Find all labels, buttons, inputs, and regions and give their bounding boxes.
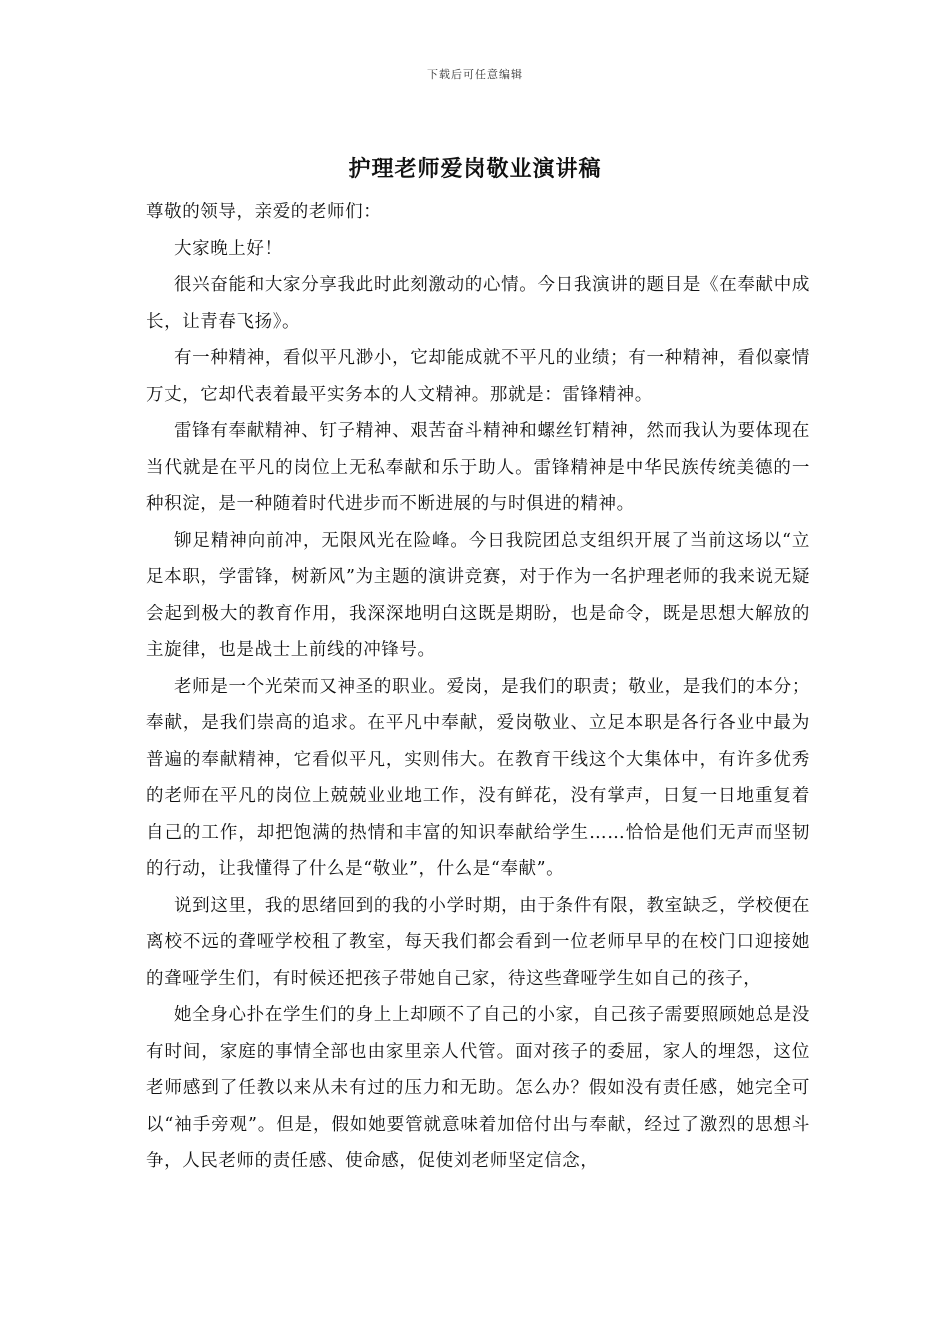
document-title: 护理老师爱岗敬业演讲稿 <box>348 156 602 182</box>
paragraph-devotion: 她全身心扑在学生们的身上上却顾不了自己的小家，自己孩子需要照顾她总是没有时间，家庭的事情全部也由家里亲人代管。面对孩子的委屈，家人的埋怨，这位老师感到了任教以来从未有过的压力和无助。怎么办？假如没有责任感，她完全可以“袖手旁观”。但是，假如她要管就意味着加倍付出与奉献，经过了激烈的思想斗争，人民老师的责任感、使命感，促使刘老师坚定信念， <box>146 1005 810 1171</box>
paragraph-teacher: 老师是一个光荣而又神圣的职业。爱岗，是我们的职责；敬业，是我们的本分；奉献，是我们崇高的追求。在平凡中奉献，爱岗敬业、立足本职是各行各业中最为普遍的奉献精神，它看似平凡，实则伟大。在教育干线这个大集体中，有许多优秀的老师在平凡的岗位上兢兢业业地工作，没有鲜花，没有掌声，日复一日地重复着自己的工作，却把饱满的热情和丰富的知识奉献给学生……恰恰是他们无声而坚韧的行动，让我懂得了什么是“敬业”，什么是“奉献”。 <box>146 676 810 879</box>
paragraph-spirit: 有一种精神，看似平凡渺小，它却能成就不平凡的业绩；有一种精神，看似豪情万丈，它却代表着最平实务本的人文精神。那就是：雷锋精神。 <box>146 348 810 405</box>
paragraph-contest: 铆足精神向前冲，无限风光在险峰。今日我院团总支组织开展了当前这场以“立足本职，学雷锋，树新风”为主题的演讲竞赛，对于作为一名护理老师的我来说无疑会起到极大的教育作用，我深深地明白这既是期盼，也是命令，既是思想大解放的主旋律，也是战士上前线的冲锋号。 <box>146 530 810 660</box>
paragraph-greeting: 大家晚上好！ <box>174 238 283 259</box>
paragraph-intro: 很兴奋能和大家分享我此时此刻激动的心情。今日我演讲的题目是《在奉献中成长，让青春飞扬》。 <box>146 275 810 332</box>
salutation: 尊敬的领导，亲爱的老师们： <box>146 202 382 222</box>
document-body <box>146 194 810 1180</box>
page-header-note: 下载后可任意编辑 <box>427 68 523 81</box>
paragraph-leifeng: 雷锋有奉献精神、钉子精神、艰苦奋斗精神和螺丝钉精神，然而我认为要体现在当代就是在平凡的岗位上无私奉献和乐于助人。雷锋精神是中华民族传统美德的一种积淀，是一种随着时代进步而不断进展的与时俱进的精神。 <box>146 421 810 514</box>
paragraph-memory: 说到这里，我的思绪回到的我的小学时期，由于条件有限，教室缺乏，学校便在离校不远的聋哑学校租了教室，每天我们都会看到一位老师早早的在校门口迎接她的聋哑学生们，有时候还把孩子带她自己家，待这些聋哑学生如自己的孩子， <box>146 895 810 989</box>
